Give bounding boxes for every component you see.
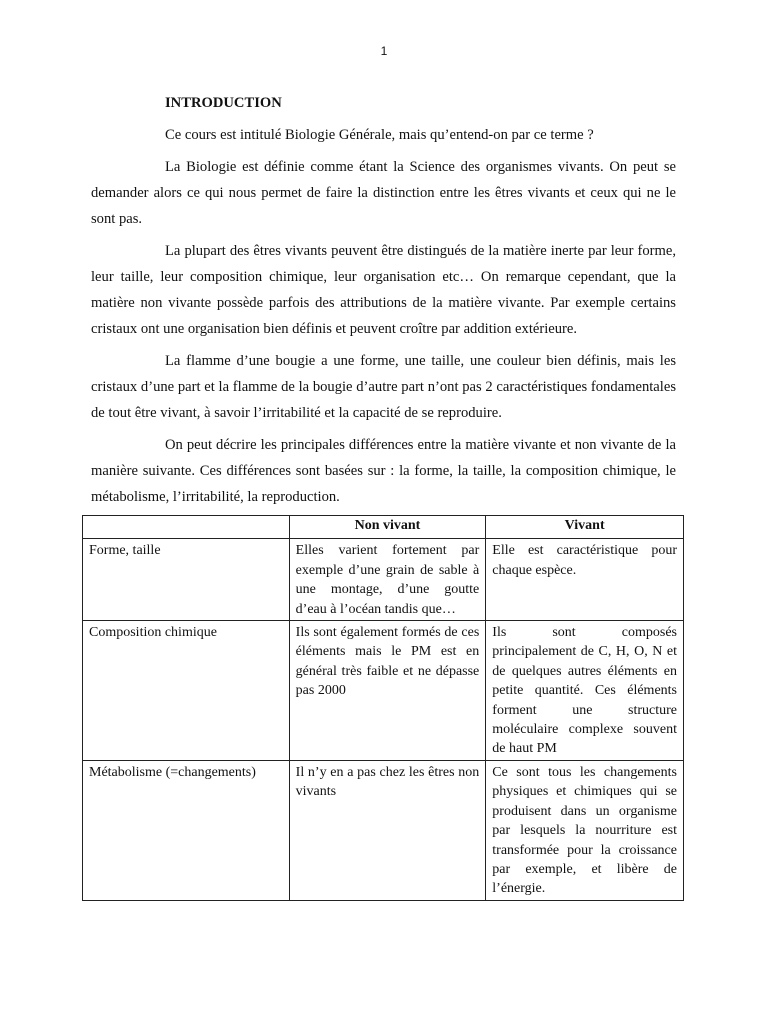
table-row [83, 539, 684, 621]
comparison-table [82, 515, 684, 901]
paragraph-5: On peut décrire les principales différences entre la matière vivante et non vivante de la manière suivante. Ces différences sont basées sur : la forme, la taille, la composition chimique, le métabolisme, l’irritabilité, la reproduction. [91, 437, 676, 505]
table-header-empty [83, 516, 290, 539]
table-header-non-vivant: Non vivant [289, 516, 486, 539]
table-row [83, 621, 684, 761]
paragraph-4: La flamme d’une bougie a une forme, une taille, une couleur bien définis, mais les cristaux d’une part et la flamme de la bougie d’autre part n’ont pas 2 caractéristiques fondamentales de tout être vivant, à savoir l’irritabilité et la capacité de se reproduire. [91, 353, 676, 421]
table-cell-non-vivant: Elles varient fortement par exemple d’une grain de sable à une montage, d’une goutte d’eau à l’océan tandis que… [289, 539, 486, 621]
paragraph-3: La plupart des êtres vivants peuvent être distingués de la matière inerte par leur forme, leur taille, leur composition chimique, leur organisation etc… On remarque cependant, que la matière non vivante possède parfois des attributions de la matière vivante. Par exemple certains cristaux ont une organisation bien définis et peuvent croître par addition extérieure. [91, 243, 676, 337]
table-cell-vivant: Elle est caractéristique pour chaque espèce. [486, 539, 684, 621]
paragraph-1: Ce cours est intitulé Biologie Générale, mais qu’entend-on par ce terme ? [165, 127, 594, 143]
table-cell-non-vivant: Il n’y en a pas chez les êtres non vivants [289, 760, 486, 900]
table-row-label: Métabolisme (=changements) [83, 760, 290, 900]
table-cell-vivant: Ce sont tous les changements physiques et chimiques qui se produisent dans un organisme par lesquels la nourriture est transformée pour la croissance par exemple, et libère de l’énergie. [486, 760, 684, 900]
table-cell-vivant: Ils sont composés principalement de C, H, O, N et de quelques autres éléments en petite quantité. Ces éléments forment une structure moléculaire complexe souvent de haut PM [486, 621, 684, 761]
table-row [83, 760, 684, 900]
table-row-label: Composition chimique [83, 621, 290, 761]
table-header-vivant: Vivant [486, 516, 684, 539]
table-header-row [83, 516, 684, 539]
document-body [91, 90, 676, 510]
section-heading: INTRODUCTION [165, 95, 282, 111]
table-cell-non-vivant: Ils sont également formés de ces éléments mais le PM est en général très faible et ne dépasse pas 2000 [289, 621, 486, 761]
table-row-label: Forme, taille [83, 539, 290, 621]
paragraph-2: La Biologie est définie comme étant la Science des organismes vivants. On peut se demander alors ce qui nous permet de faire la distinction entre les êtres vivants et ceux qui ne le sont pas. [91, 159, 676, 227]
page-number: 1 [380, 44, 388, 58]
